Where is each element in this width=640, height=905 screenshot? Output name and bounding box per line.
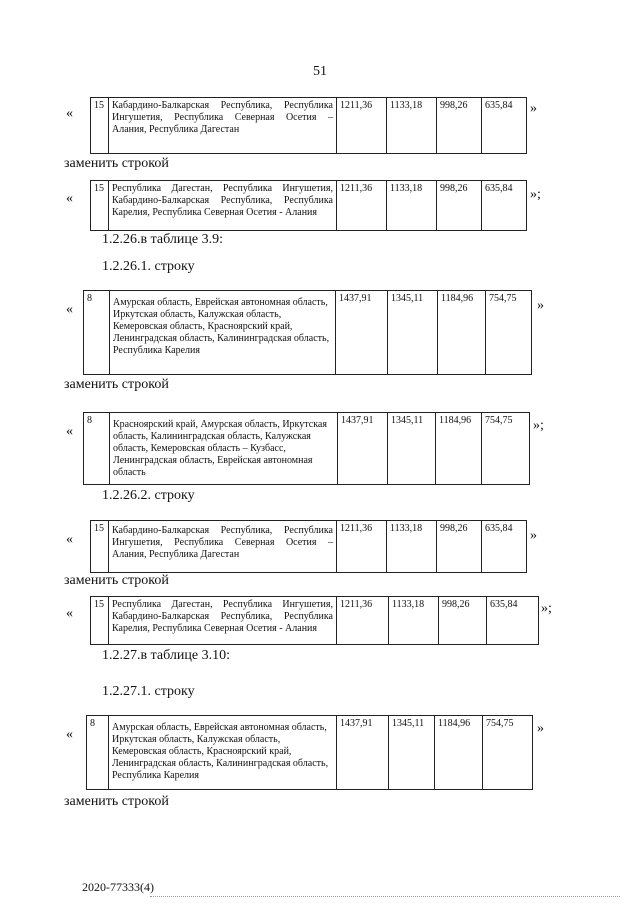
close-quote: »; — [533, 418, 544, 433]
scan-edge-line — [150, 896, 620, 897]
row-number: 15 — [91, 181, 109, 231]
value-cell: 1184,96 — [438, 291, 486, 375]
open-quote: « — [66, 532, 73, 547]
close-quote: » — [530, 101, 537, 116]
value-cell: 998,26 — [439, 597, 487, 645]
value-cell: 1345,11 — [388, 413, 436, 485]
table-row — [90, 97, 527, 154]
value-cell: 1345,11 — [388, 291, 438, 375]
section-heading: 1.2.27.1. строку — [102, 684, 195, 699]
value-cell: 1184,96 — [436, 413, 482, 485]
close-quote: » — [537, 721, 544, 736]
row-number: 8 — [84, 413, 110, 485]
table-row — [83, 290, 532, 375]
close-quote: »; — [530, 187, 541, 202]
replace-label: заменить строкой — [64, 156, 169, 171]
region-list: Кабардино-Балкарская Республика, Республика Ингушетия, Республика Северная Осетия – Алания, Республика Дагестан — [109, 98, 337, 154]
replace-label: заменить строкой — [64, 573, 169, 588]
row-number: 8 — [87, 716, 109, 790]
value-cell: 754,75 — [486, 291, 532, 375]
open-quote: « — [66, 606, 73, 621]
value-cell: 1133,18 — [389, 597, 439, 645]
open-quote: « — [66, 727, 73, 742]
region-list: Республика Дагестан, Республика Ингушетия, Кабардино-Балкарская Республика, Республика Карелия, Республика Северная Осетия - Алания — [109, 597, 337, 645]
region-list: Амурская область, Еврейская автономная область, Иркутская область, Калужская область, Кемеровская область, Красноярский край, Ленинградская область, Калининградская область, Республика Карелия — [109, 716, 337, 790]
row-number: 8 — [84, 291, 110, 375]
value-cell: 998,26 — [437, 98, 482, 154]
table-row — [83, 412, 530, 485]
value-cell: 998,26 — [437, 521, 482, 573]
value-cell: 1211,36 — [337, 98, 387, 154]
value-cell: 635,84 — [482, 98, 527, 154]
value-cell: 1437,91 — [336, 291, 388, 375]
table-row — [90, 180, 527, 231]
region-list: Кабардино-Балкарская Республика, Республика Ингушетия, Республика Северная Осетия – Алания, Республика Дагестан — [109, 521, 337, 573]
table-row — [90, 520, 527, 573]
close-quote: » — [530, 528, 537, 543]
replace-label: заменить строкой — [64, 794, 169, 809]
open-quote: « — [66, 106, 73, 121]
region-list: Республика Дагестан, Республика Ингушетия, Кабардино-Балкарская Республика, Республика Карелия, Республика Северная Осетия - Алания — [109, 181, 337, 231]
value-cell: 754,75 — [482, 413, 530, 485]
table-row — [86, 715, 533, 790]
section-heading: 1.2.27.в таблице 3.10: — [102, 648, 230, 663]
value-cell: 635,84 — [482, 181, 527, 231]
value-cell: 635,84 — [482, 521, 527, 573]
region-list: Амурская область, Еврейская автономная область, Иркутская область, Калужская область, Кемеровская область, Красноярский край, Ленинградская область, Калининградская область, Республика Карелия — [110, 291, 336, 375]
open-quote: « — [66, 424, 73, 439]
value-cell: 1211,36 — [337, 597, 389, 645]
table-row — [90, 596, 539, 645]
section-heading: 1.2.26.1. строку — [102, 259, 195, 274]
value-cell: 1133,18 — [387, 181, 437, 231]
close-quote: » — [537, 298, 544, 313]
region-list: Красноярский край, Амурская область, Иркутская область, Калининградская область, Калужская область, Кемеровская область – Кузбасс, Ленинградская область, Еврейская автономная область — [110, 413, 338, 485]
section-heading: 1.2.26.2. строку — [102, 488, 195, 503]
open-quote: « — [66, 302, 73, 317]
value-cell: 754,75 — [483, 716, 533, 790]
value-cell: 1437,91 — [338, 413, 388, 485]
value-cell: 1211,36 — [337, 181, 387, 231]
row-number: 15 — [91, 521, 109, 573]
document-code: 2020-77333(4) — [82, 880, 154, 894]
open-quote: « — [66, 191, 73, 206]
value-cell: 1133,18 — [387, 521, 437, 573]
value-cell: 1211,36 — [337, 521, 387, 573]
value-cell: 635,84 — [487, 597, 539, 645]
value-cell: 1437,91 — [337, 716, 389, 790]
row-number: 15 — [91, 597, 109, 645]
page-number: 51 — [313, 64, 327, 79]
value-cell: 998,26 — [437, 181, 482, 231]
row-number: 15 — [91, 98, 109, 154]
section-heading: 1.2.26.в таблице 3.9: — [102, 232, 223, 247]
replace-label: заменить строкой — [64, 377, 169, 392]
close-quote: »; — [541, 601, 552, 616]
value-cell: 1184,96 — [435, 716, 483, 790]
value-cell: 1345,11 — [389, 716, 435, 790]
value-cell: 1133,18 — [387, 98, 437, 154]
